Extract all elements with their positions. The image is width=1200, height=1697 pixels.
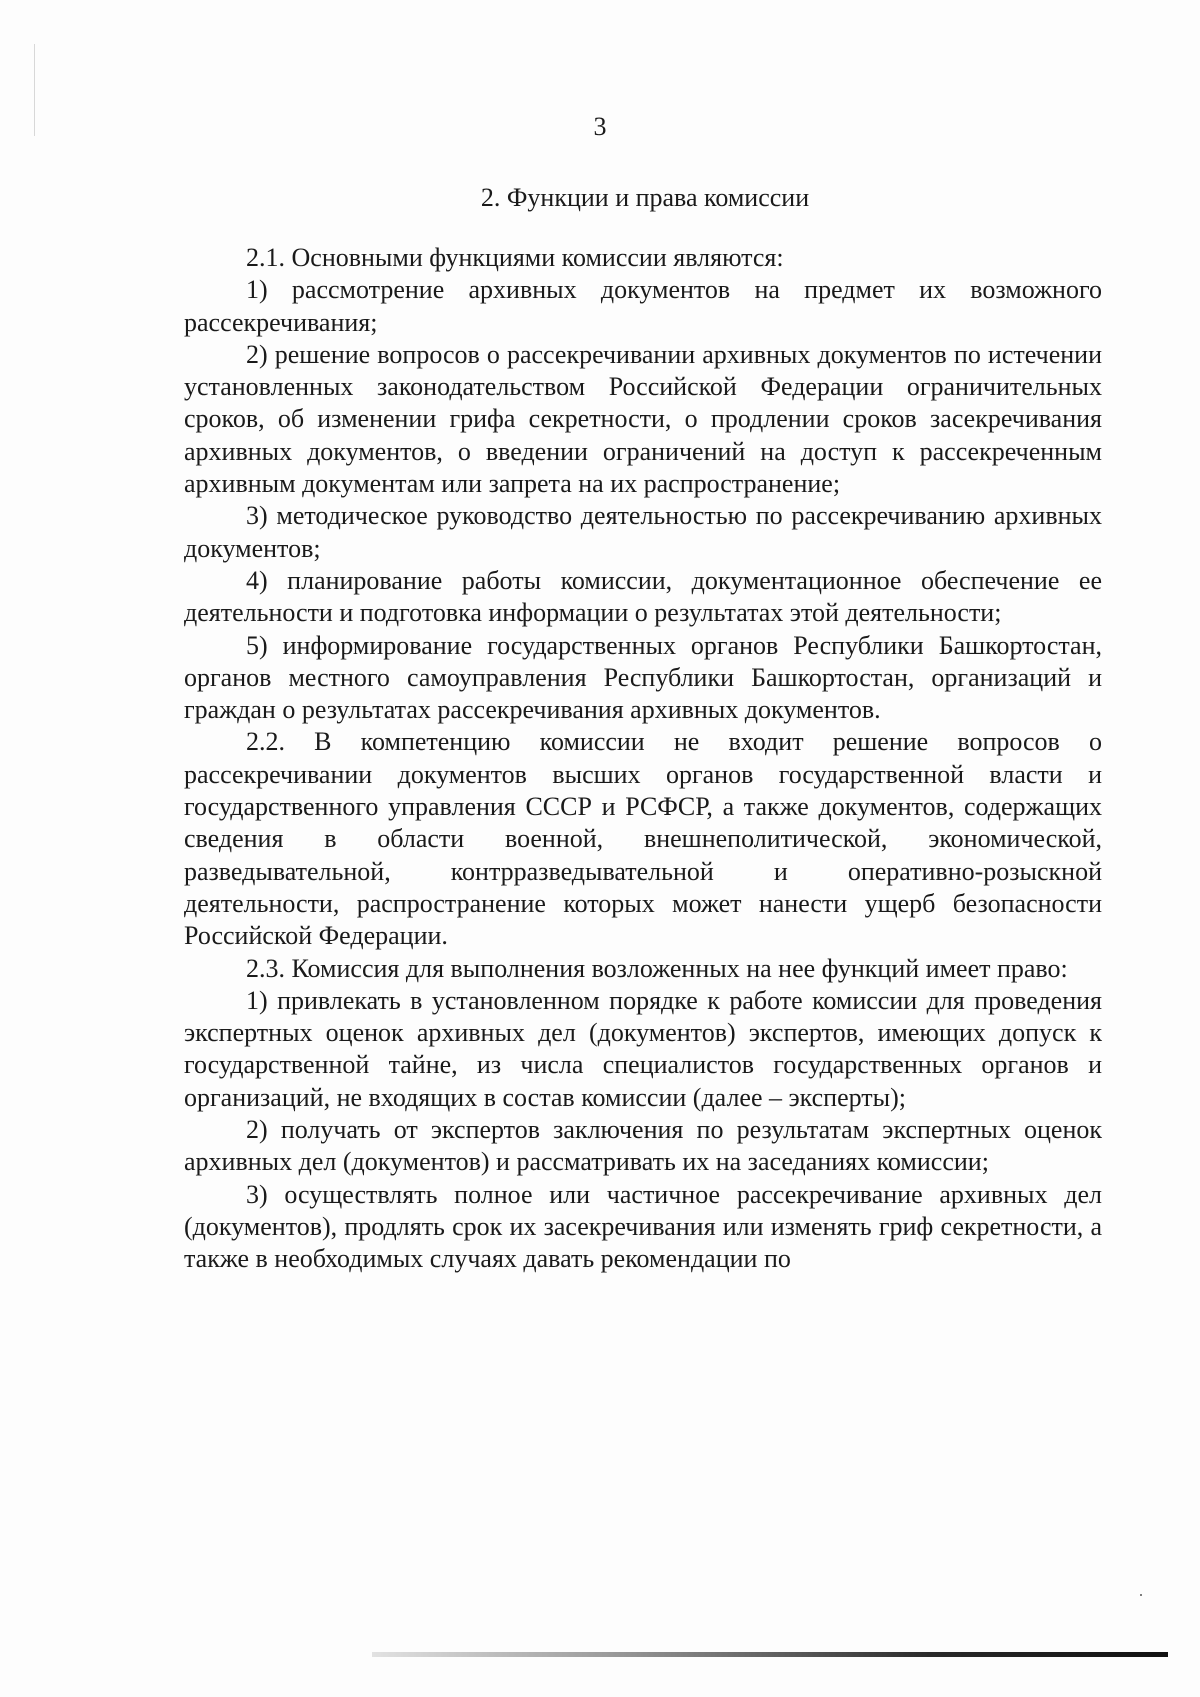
bottom-scan-rule xyxy=(372,1652,1168,1657)
paragraph-2-1: 2.1. Основными функциями комиссии являются: xyxy=(246,243,784,272)
paragraph-2-1-item-4: 4) планирование работы комиссии, документационное обеспечение ее деятельности и подготовка информации о результатах этой деятельности; xyxy=(184,565,1102,628)
document-body xyxy=(184,242,1102,1276)
paragraph-2-1-item-2: 2) решение вопросов о рассекречивании архивных документов по истечении установленных законодательством Российской Федерации ограничительных сроков, об изменении грифа секретности, о продлении сроков засекречивания архивных документов, о введении ограничений на доступ к рассекреченным архивным документам или запрета на их распространение; xyxy=(184,339,1102,499)
paragraph-2-1-item-5: 5) информирование государственных органов Республики Башкортостан, органов местного самоуправления Республики Башкортостан, организаций и граждан о результатах рассекречивания архивных документов. xyxy=(184,630,1102,725)
paragraph-2-3-item-1: 1) привлекать в установленном порядке к работе комиссии для проведения экспертных оценок архивных дел (документов) экспертов, имеющих допуск к государственной тайне, из числа специалистов государственных органов и организаций, не входящих в состав комиссии (далее – эксперты); xyxy=(184,985,1102,1112)
paragraph-2-3-item-3: 3) осуществлять полное или частичное рассекречивание архивных дел (документов), продлять срок их засекречивания или изменять гриф секретности, а также в необходимых случаях давать рекомендации по xyxy=(184,1179,1102,1274)
paragraph-2-1-item-3: 3) методическое руководство деятельностью по рассекречиванию архивных документов; xyxy=(184,501,1102,563)
paragraph-2-3-item-2: 2) получать от экспертов заключения по результатам экспертных оценок архивных дел (документов) и рассматривать их на заседаниях комиссии; xyxy=(184,1115,1102,1177)
paragraph-2-3: 2.3. Комиссия для выполнения возложенных на нее функций имеет право: xyxy=(246,953,1068,983)
scan-speck xyxy=(1140,1594,1142,1596)
section-heading: 2. Функции и права комиссии xyxy=(480,183,810,212)
paragraph-2-1-item-1: 1) рассмотрение архивных документов на предмет их возможного рассекречивания; xyxy=(184,275,1102,337)
paragraph-2-2: 2.2. В компетенцию комиссии не входит решение вопросов о рассекречивании документов высших органов государственной власти и государственного управления СССР и РСФСР, а также документов, содержащих сведения в области военной, внешнеполитической, экономической, разведывательной, контрразведывательной и оперативно-розыскной деятельности, распространение которых может нанести ущерб безопасности Российской Федерации. xyxy=(184,727,1102,951)
page-number: 3 xyxy=(593,112,607,141)
